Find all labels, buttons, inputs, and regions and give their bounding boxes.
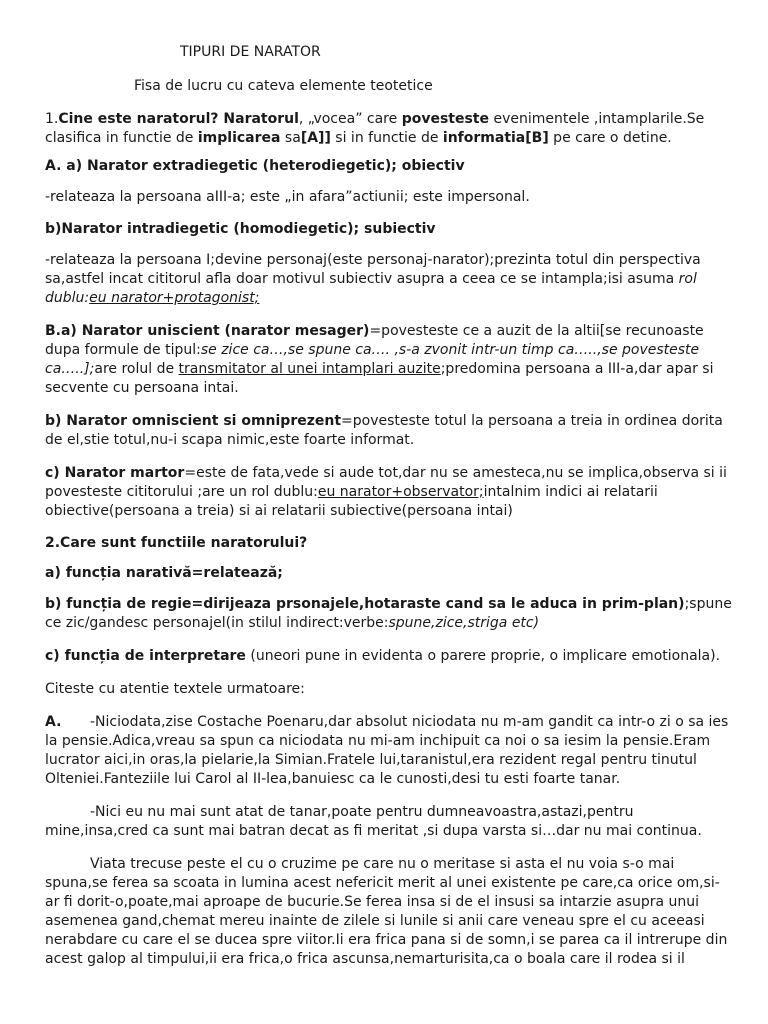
section-b-a-transmitator: transmitator al unei intamplari auzite: [178, 361, 441, 377]
q1-line2-d: pe care o detine.: [548, 130, 672, 146]
section-b-a-formule: se zice ca…,se spune ca…. ,s-a zvonit intr-un timp ca…..,se povesteste: [200, 342, 700, 358]
section-a-b-line1: -relateaza la persoana I;devine personaj(este personaj-narator);prezinta totul din perspectiva: [45, 252, 701, 268]
q1-povesteste: povesteste: [401, 111, 489, 127]
q2-function-a: a) funcția narativă=relatează;: [45, 565, 283, 581]
text-a-p1-line3: lucrator aici,in oras,la pielarie,la Simian.Fratele lui,taranistul,era rezident regal pentru tinutul: [45, 752, 697, 768]
text-a-p3-line6: acest galop al timpului,ii era frica,o frica ascunsa,nemarturisita,ca o boala care il rodea si il: [45, 951, 685, 967]
section-a-b-heading: b)Narator intradiegetic (homodiegetic); subiectiv: [45, 221, 436, 237]
q1-line2-a: clasifica in functie de: [45, 130, 198, 146]
document-body: [45, 110, 735, 969]
page-title: TIPURI DE NARATOR: [180, 44, 321, 60]
text-a-p3-line2: spuna,se ferea sa scoata in lumina acest nefericit merit al unei existente pe care,ca orice om,si-: [45, 875, 720, 891]
text-a-p2-line2: mine,insa,cred ca sunt mai batran decat as fi meritat ,si dupa varsta si…dar nu mai continua.: [45, 823, 702, 839]
q1-implicarea: implicarea: [197, 130, 281, 146]
q2-function-c-text: (uneori pune in evidenta o parere proprie, o implicare emotionala).: [245, 648, 721, 664]
section-a-desc: -relateaza la persoana aIII-a; este „in afara”actiunii; este impersonal.: [45, 189, 530, 205]
section-b-a-line2: dupa formule de tipul:: [45, 342, 201, 358]
question-1: [45, 110, 735, 148]
section-a-b-desc: [45, 251, 735, 308]
section-b-c-indici: intalnim indici ai relatarii: [483, 484, 658, 500]
q1-informatia: informatia[B]: [442, 130, 549, 146]
page-subtitle: Fisa de lucru cu cateva elemente teotetice: [134, 78, 433, 94]
section-b-c: [45, 464, 735, 521]
section-b-b-line1: =povesteste totul la persoana a treia in ordinea dorita: [341, 413, 723, 429]
section-b-a-rolul: are rolul de: [94, 361, 179, 377]
section-b-a-line4: secvente cu persoana intai.: [45, 380, 239, 396]
section-a-b-line2: sa,astfel incat cititorul afla doar motivul subiectiv asupra a ceea ce se intampla;isi asuma: [45, 271, 679, 287]
question-2-heading: 2.Care sunt functiile naratorului?: [45, 535, 308, 551]
section-b-c-line1: =este de fata,vede si aude tot,dar nu se amesteca,nu se implica,observa si ii: [184, 465, 727, 481]
q2-function-c: [45, 647, 735, 666]
text-a-p1-line1: -Niciodata,zise Costache Poenaru,dar absolut niciodata nu m-am gandit ca intr-o zi o sa ies: [90, 714, 729, 730]
q2-function-b-verbe: spune,zice,striga etc): [388, 615, 540, 631]
q1-line2-b: sa: [280, 130, 301, 146]
q1-number: 1.: [45, 111, 59, 127]
section-b-a-line1: =povesteste ce a auzit de la altii[se recunoaste: [369, 323, 704, 339]
text-a-paragraph-3: [45, 855, 735, 969]
section-b-c-line2: povesteste cititorului ;are un rol dublu:: [45, 484, 318, 500]
section-a-heading: A. a) Narator extradiegetic (heterodiegetic); obiectiv: [45, 158, 465, 174]
section-b-b-line2: de el,stie totul,nu-i scapa nimic,este foarte informat.: [45, 432, 415, 448]
section-a-b-rol: rol: [678, 271, 697, 287]
text-a-p1-line4: Olteniei.Fanteziile lui Carol al II-lea,banuiesc ca le cunosti,desi tu esti foarte tanar.: [45, 771, 621, 787]
q1-question: Cine este naratorul? Naratorul: [58, 111, 299, 127]
text-a-p3-line3: ar fi dorit-o,poate,mai aproape de bucurie.Se ferea insa si de el insusi sa intarzie asupra unui: [45, 894, 700, 910]
text-a-p1-line2: la pensie.Adica,vreau sa spun ca niciodata nu mi-am inchipuit ca noi o sa iesim la pensie.Eram: [45, 733, 711, 749]
text-a-paragraph-2: [45, 803, 735, 841]
q2-function-c-heading: c) funcția de interpretare: [45, 648, 246, 664]
section-b-a-predomina: ;predomina persoana a III-a,dar apar si: [440, 361, 714, 377]
q2-function-b: [45, 595, 735, 633]
section-b-a-heading: B.a) Narator uniscient (narator mesager): [45, 323, 370, 339]
q1-ref-a: [A]]: [300, 130, 331, 146]
q2-function-b-heading: b) funcția de regie=dirijeaza prsonajele,hotaraste cand sa le aduca in prim-plan): [45, 596, 685, 612]
q1-text-2: evenimentele ,intamplarile.Se: [489, 111, 705, 127]
text-a-p3-line5: nerabdare cu care el se ducea spre viitor.Ii era frica pana si de somn,i se parea ca il intrerupe din: [45, 932, 728, 948]
read-instruction: Citeste cu atentie textele urmatoare:: [45, 681, 305, 697]
section-a-b-protagonist: eu narator+protagonist;: [89, 290, 260, 306]
section-b-b-heading: b) Narator omniscient si omniprezent: [45, 413, 342, 429]
section-b-c-line3: obiective(persoana a treia) si ai relatarii subiective(persoana intai): [45, 503, 513, 519]
section-b-a-ca: ca…..];: [45, 361, 95, 377]
section-b-c-observator: eu narator+observator;: [317, 484, 484, 500]
text-a-p3-line1: Viata trecuse peste el cu o cruzime pe care nu o meritase si asta el nu voia s-o mai: [90, 856, 675, 872]
text-a-p2-line1: -Nici eu nu mai sunt atat de tanar,poate pentru dumneavoastra,astazi,pentru: [90, 804, 634, 820]
section-a-b-dublu: dublu:: [45, 290, 90, 306]
q2-function-b-spune: ;spune: [684, 596, 732, 612]
text-a-paragraph-1: [45, 713, 735, 789]
text-a-label: A.: [45, 714, 62, 730]
q1-line2-c: si in functie de: [330, 130, 443, 146]
section-b-b: [45, 412, 735, 450]
section-b-a: [45, 322, 735, 398]
section-b-c-heading: c) Narator martor: [45, 465, 185, 481]
q2-function-b-line2: ce zic/gandesc personajel(in stilul indirect:verbe:: [45, 615, 389, 631]
q1-text: , „vocea” care: [298, 111, 402, 127]
text-a-p3-line4: asemenea gand,chemat mereu inainte de zilele si lunile si anii care veneau spre el cu aceeasi: [45, 913, 705, 929]
